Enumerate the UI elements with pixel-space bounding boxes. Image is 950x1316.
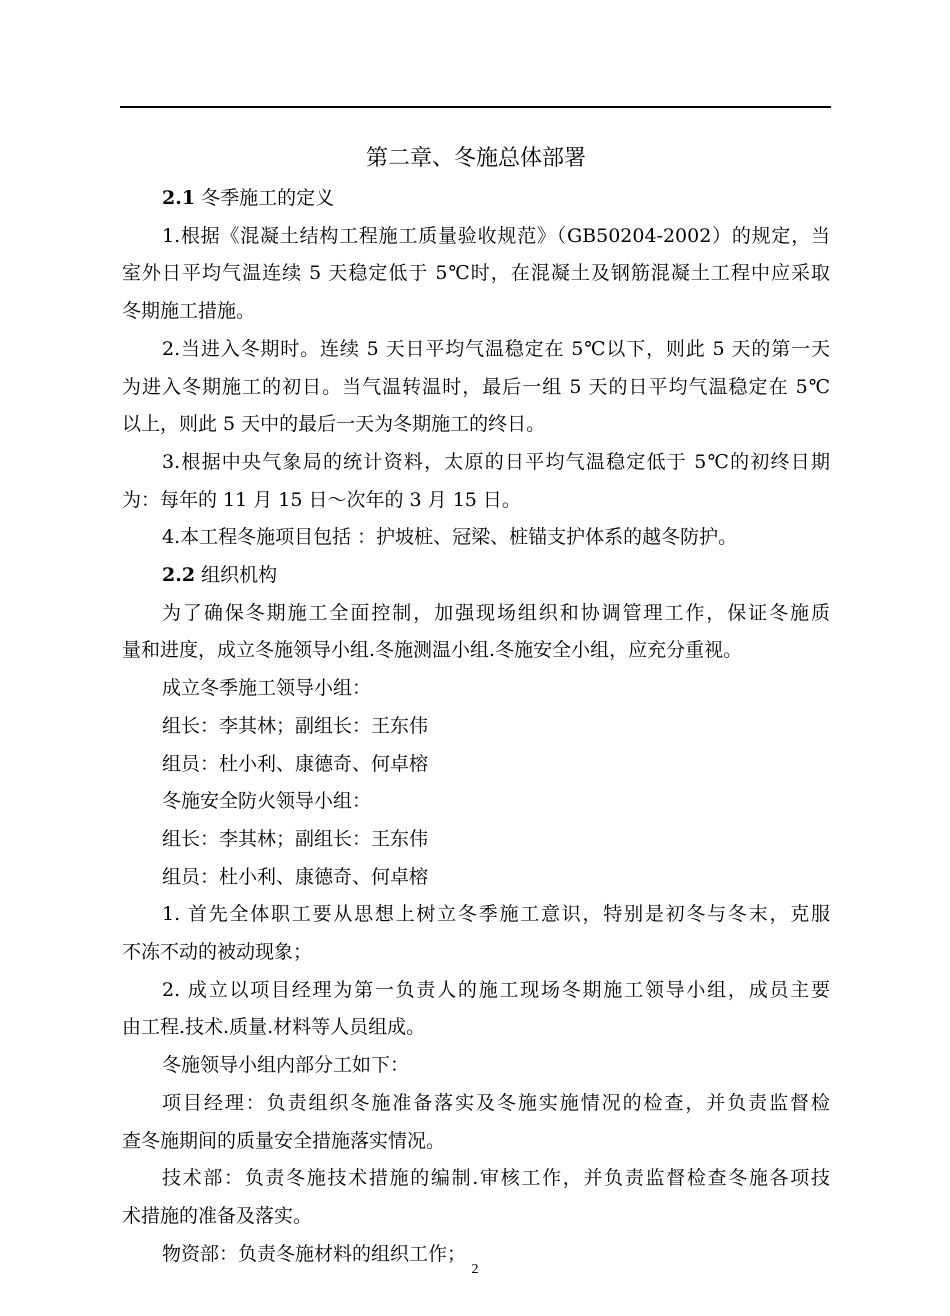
group-heading: 成立冬季施工领导小组：	[162, 677, 372, 700]
paragraph-line: 1.根据《混凝土结构工程施工质量验收规范》（GB50204-2002）的规定，当	[162, 224, 830, 247]
page-number: 2	[471, 1262, 479, 1277]
paragraph-line: 量和进度，成立冬施领导小组.冬施测温小组.冬施安全小组，应充分重视。	[122, 639, 743, 662]
section-title: 组织机构	[201, 564, 278, 587]
paragraph-line: 以上，则此 5 天中的最后一天为冬期施工的终日。	[122, 413, 546, 436]
paragraph-line: 4.本工程冬施项目包括 ：护坡桩、冠梁、桩锚支护体系的越冬防护。	[162, 526, 738, 549]
paragraph-line: 冬期施工措施。	[122, 300, 256, 323]
paragraph-line: 术措施的准备及落实。	[122, 1204, 313, 1227]
division-heading: 冬施领导小组内部分工如下：	[162, 1054, 410, 1077]
paragraph-line: 为：每年的 11 月 15 日～次年的 3 月 15 日。	[122, 488, 521, 511]
section-heading-2-1	[122, 180, 830, 218]
group-members: 组员：杜小利、康德奇、何卓榕	[162, 752, 429, 775]
header-rule	[120, 106, 831, 108]
paragraph-line: 查冬施期间的质量安全措施落实情况。	[122, 1129, 446, 1152]
section-title: 冬季施工的定义	[201, 187, 335, 209]
paragraph-line: 2. 成立以项目经理为第一负责人的施工现场冬期施工领导小组，成员主要	[162, 978, 830, 1001]
group-leaders: 组长：李其林；副组长：王东伟	[162, 714, 429, 737]
paragraph-line: 3.根据中央气象局的统计资料，太原的日平均气温稳定低于 5℃的初终日期	[162, 450, 830, 473]
paragraph-line: 为进入冬期施工的初日。当气温转温时，最后一组 5 天的日平均气温稳定在 5℃	[122, 375, 830, 398]
section-heading-2-2	[122, 557, 830, 595]
group-heading: 冬施安全防火领导小组：	[162, 790, 372, 813]
document-body	[122, 140, 830, 1273]
paragraph-line: 技术部：负责冬施技术措施的编制.审核工作，并负责监督检查冬施各项技	[162, 1167, 830, 1190]
chapter-title: 第二章、冬施总体部署	[365, 146, 586, 171]
section-number: 2.1	[162, 187, 196, 209]
paragraph-line: 室外日平均气温连续 5 天稳定低于 5℃时，在混凝土及钢筋混凝土工程中应采取	[122, 262, 830, 285]
paragraph-line: 1. 首先全体职工要从思想上树立冬季施工意识，特别是初冬与冬末，克服	[162, 903, 830, 926]
paragraph-line: 物资部：负责冬施材料的组织工作；	[162, 1242, 467, 1265]
group-leaders: 组长：李其林；副组长：王东伟	[162, 827, 429, 850]
paragraph-line: 为了确保冬期施工全面控制，加强现场组织和协调管理工作，保证冬施质	[162, 601, 830, 624]
section-number: 2.2	[162, 564, 196, 587]
paragraph-line: 2.当进入冬期时。连续 5 天日平均气温稳定在 5℃以下，则此 5 天的第一天	[162, 337, 830, 360]
group-members: 组员：杜小利、康德奇、何卓榕	[162, 865, 429, 888]
paragraph-line: 由工程.技术.质量.材料等人员组成。	[122, 1016, 426, 1039]
paragraph-line: 项目经理：负责组织冬施准备落实及冬施实施情况的检查，并负责监督检	[162, 1091, 830, 1114]
paragraph-line: 不冻不动的被动现象；	[122, 941, 313, 964]
